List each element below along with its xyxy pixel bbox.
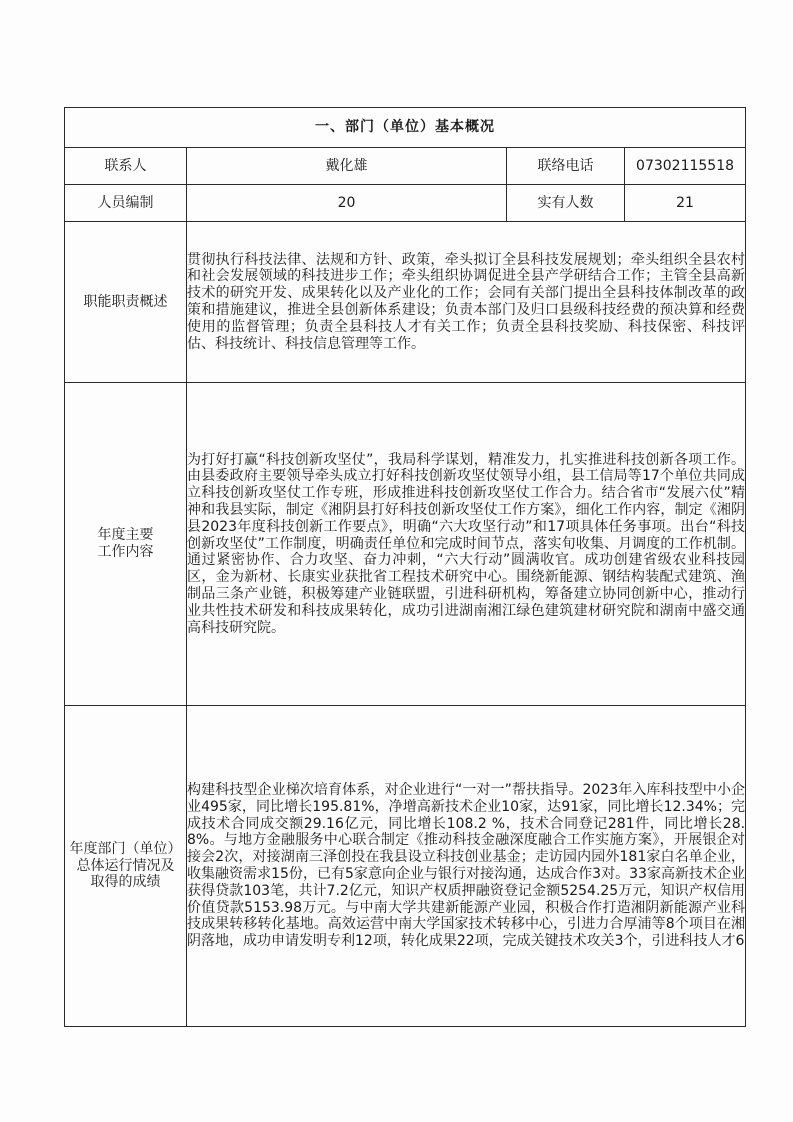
annual-work-label-line1: 年度主要 — [97, 527, 154, 544]
achievements-label — [65, 706, 187, 1027]
staff-quota-label: 人员编制 — [65, 185, 187, 222]
duties-text: 贯彻执行科技法律、法规和方针、政策，牵头拟订全县科技发展规划；牵头组织全县农村和社会发展领域的科技进步工作；牵头组织协调促进全县产学研结合工作；主管全县高新技术的研究开发、成果转化以及产业化的工作；会同有关部门提出全县科技体制改革的政策和措施建议，推进全县创新体系建设；负责本部门及归口县级科技经费的预决算和经费使用的监督管理；负责全县科技人才有关工作；负责全县科技奖励、科技保密、科技评估、科技统计、科技信息管理等工作。 — [187, 222, 746, 383]
achievements-label-line2: 总体运行情况及 — [76, 857, 175, 874]
contact-label: 联系人 — [65, 148, 187, 185]
contact-value: 戴化雄 — [187, 148, 507, 185]
actual-staff-value: 21 — [625, 185, 746, 222]
section-title: 一、部门（单位）基本概况 — [65, 108, 746, 148]
phone-label: 联络电话 — [507, 148, 625, 185]
achievements-label-line3: 取得的成绩 — [90, 874, 161, 891]
annual-work-label-line2: 工作内容 — [97, 544, 154, 560]
annual-work-label — [65, 383, 187, 706]
phone-value: 07302115518 — [625, 148, 746, 185]
basic-info-table — [64, 107, 746, 1027]
achievements-text: 构建科技型企业梯次培育体系，对企业进行“一对一”帮扶指导。2023年入库科技型中小企业495家，同比增长195.81%，净增高新技术企业10家，达91家，同比增长12.34%；完成技术合同成交额29.16亿元，同比增长108.2 %，技术合同登记281件，同比增长28.8%。与地方金融服务中心联合制定《推动科技金融深度融合工作实施方案》，开展银企对接会2次，对接湖南三泽创投在我县设立科技创业基金；走访园内园外181家白名单企业，收集融资需求15份，已有5家意向企业与银行对接沟通，达成合作3对。33家高新技术企业获得贷款103笔，共计7.2亿元，知识产权质押融资登记金额5254.25万元，知识产权信用价值贷款5153.98万元。与中南大学共建新能源产业园，积极合作打造湘阴新能源产业科技成果转移转化基地。高效运营中南大学国家技术转移中心，引进力合厚浦等8个项目在湘阴落地，成功申请发明专利12项，转化成果22项，完成关键技术攻关3个，引进科技人才6 — [187, 706, 746, 1027]
actual-staff-label: 实有人数 — [507, 185, 625, 222]
achievements-label-line1: 年度部门（单位） — [69, 840, 182, 857]
duties-label: 职能职责概述 — [65, 222, 187, 383]
staff-quota-value: 20 — [187, 185, 507, 222]
annual-work-text: 为打好打赢“科技创新攻坚仗”，我局科学谋划，精准发力，扎实推进科技创新各项工作。由县委政府主要领导牵头成立打好科技创新攻坚仗领导小组，县工信局等17个单位共同成立科技创新攻坚仗工作专班，形成推进科技创新攻坚仗工作合力。结合省市“发展六仗”精神和我县实际，制定《湘阴县打好科技创新攻坚仗工作方案》，细化工作内容，制定《湘阴县2023年度科技创新工作要点》，明确“六大攻坚行动”和17项具体任务事项。出台“科技创新攻坚仗”工作制度，明确责任单位和完成时间节点，落实旬收集、月调度的工作机制。通过紧密协作、合力攻坚、奋力冲刺，“六大行动”圆满收官。成功创建省级农业科技园区，金为新材、长康实业获批省工程技术研究中心。围绕新能源、钢结构装配式建筑、渔制品三条产业链，积极筹建产业链联盟，引进科研机构，筹备建立协同创新中心，推动行业共性技术研发和科技成果转化，成功引进湖南湘江绿色建筑建材研究院和湖南中盛交通高科技研究院。 — [187, 383, 746, 706]
